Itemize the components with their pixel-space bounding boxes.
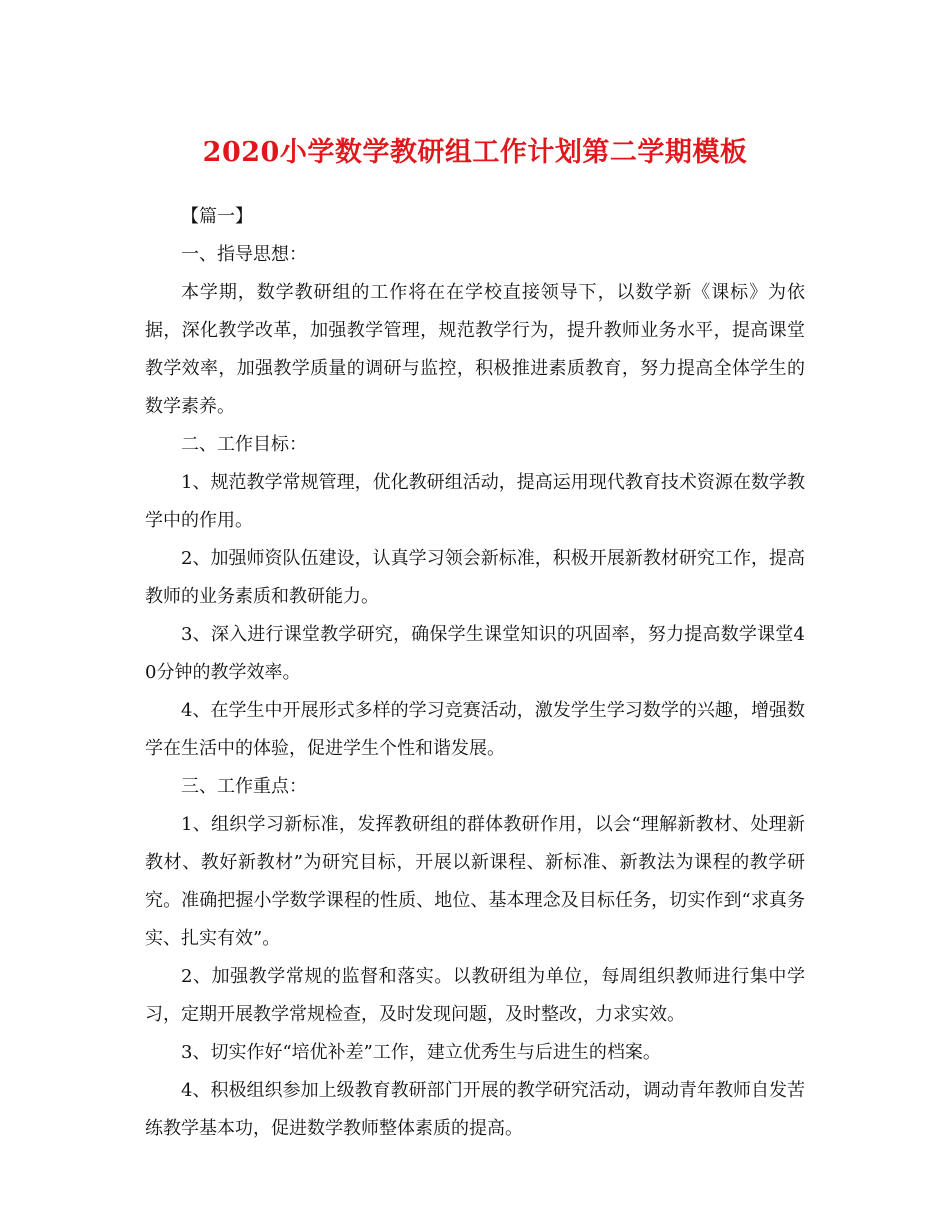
goal-item-2: 2、加强师资队伍建设，认真学习领会新标准，积极开展新教材研究工作，提高教师的业务素质和教研能力。: [145, 548, 805, 607]
goal-item-4: 4、在学生中开展形式多样的学习竞赛活动，激发学生学习数学的兴趣，增强数学在生活中的体验，促进学生个性和谐发展。: [145, 700, 805, 759]
section-marker: 【篇一】: [181, 206, 253, 227]
focus-item-1: 1、组织学习新标准，发挥教研组的群体教研作用，以会“理解新教材、处理新教材、教好新教材”为研究目标，开展以新课程、新标准、新教法为课程的教学研究。准确把握小学数学课程的性质、地位、基本理念及目标任务，切实作到“求真务实、扎实有效”。: [145, 814, 805, 949]
focus-item-4: 4、积极组织参加上级教育教研部门开展的教学研究活动，调动青年教师自发苦练教学基本功，促进数学教师整体素质的提高。: [145, 1080, 805, 1139]
paragraph-guiding-thought: 本学期，数学教研组的工作将在在学校直接领导下，以数学新《课标》为依据，深化教学改革，加强教学管理，规范教学行为，提升教师业务水平，提高课堂教学效率，加强教学质量的调研与监控，积极推进素质教育，努力提高全体学生的数学素养。: [145, 282, 805, 417]
focus-item-3: 3、切实作好“培优补差”工作，建立优秀生与后进生的档案。: [181, 1042, 661, 1063]
heading-work-goals: 二、工作目标：: [181, 434, 307, 455]
heading-guiding-thought: 一、指导思想：: [181, 244, 307, 265]
heading-work-focus: 三、工作重点：: [181, 776, 307, 797]
goal-item-3: 3、深入进行课堂教学研究，确保学生课堂知识的巩固率，努力提高数学课堂40分钟的教学效率。: [145, 624, 805, 683]
document-title: 2020小学数学教研组工作计划第二学期模板: [202, 137, 748, 168]
document-body: [145, 198, 805, 1148]
focus-item-2: 2、加强教学常规的监督和落实。以教研组为单位，每周组织教师进行集中学习，定期开展教学常规检查，及时发现问题，及时整改，力求实效。: [145, 966, 805, 1025]
goal-item-1: 1、规范教学常规管理，优化教研组活动，提高运用现代教育技术资源在数学教学中的作用。: [145, 472, 805, 531]
